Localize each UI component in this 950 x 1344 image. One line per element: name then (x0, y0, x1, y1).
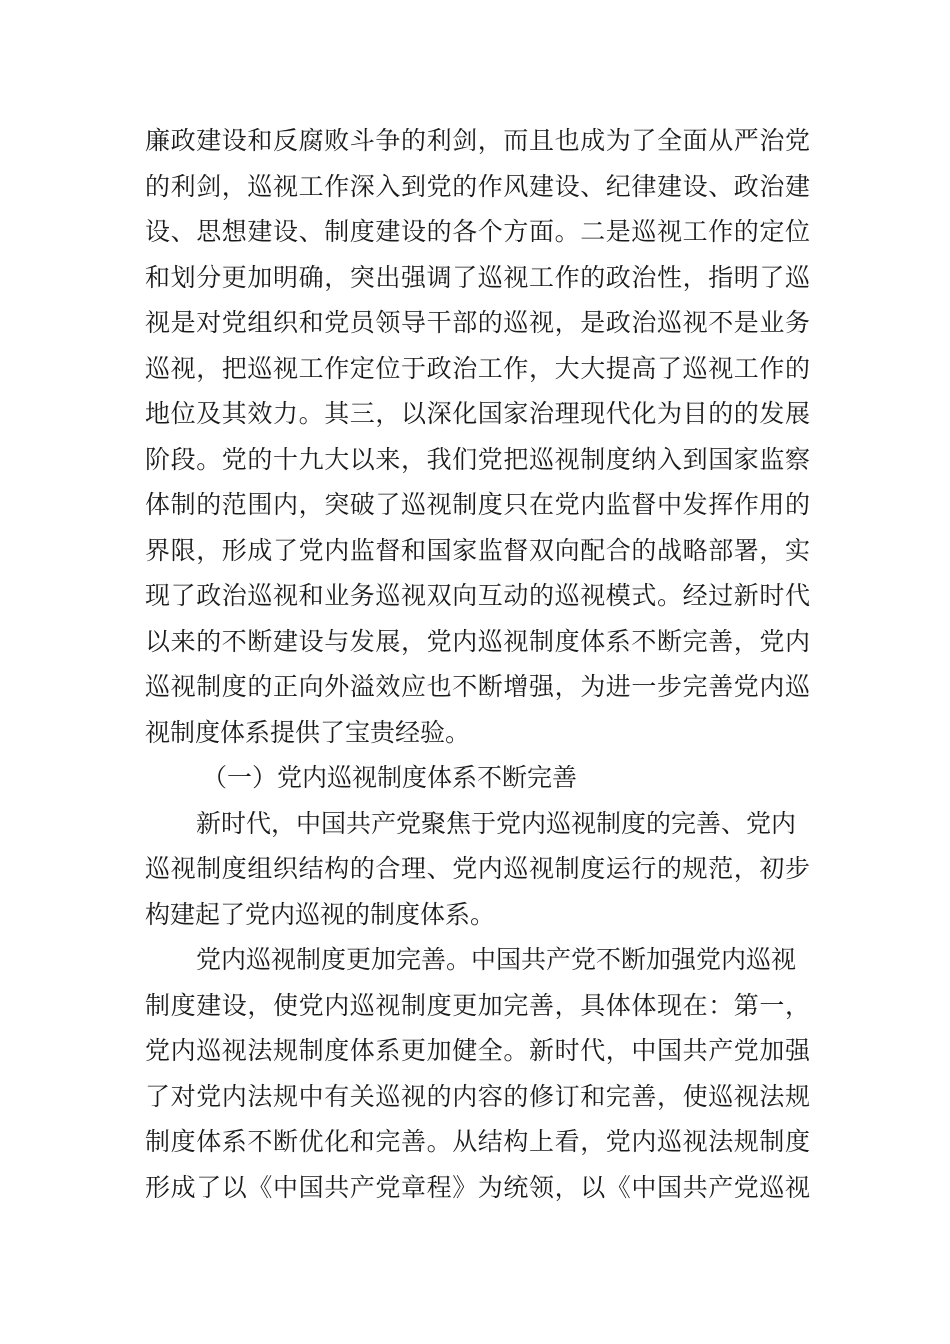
section-heading: （一）党内巡视制度体系不断完善 (202, 763, 578, 792)
text-line: 以来的不断建设与发展，党内巡视制度体系不断完善，党内 (145, 626, 810, 656)
text-line: 界限，形成了党内监督和国家监督双向配合的战略部署，实 (145, 535, 810, 565)
paragraph-3 (145, 937, 810, 1210)
text-line: 了对党内法规中有关巡视的内容的修订和完善，使巡视法规 (145, 1081, 810, 1111)
text-line: 新时代，中国共产党聚焦于党内巡视制度的完善、党内 (196, 808, 797, 838)
text-line: 设、思想建设、制度建设的各个方面。二是巡视工作的定位 (145, 217, 810, 246)
text-line: 廉政建设和反腐败斗争的利剑，而且也成为了全面从严治党 (145, 126, 810, 155)
text-line: 制度建设，使党内巡视制度更加完善，具体体现在：第一， (145, 990, 810, 1020)
text-line: 形成了以《中国共产党章程》为统领，以《中国共产党巡视 (145, 1172, 810, 1202)
text-line: 党内巡视法规制度体系更加健全。新时代，中国共产党加强 (145, 1036, 810, 1065)
text-line: 制度体系不断优化和完善。从结构上看，党内巡视法规制度 (145, 1127, 810, 1156)
paragraph-1 (145, 118, 810, 755)
text-line: 构建起了党内巡视的制度体系。 (145, 899, 496, 929)
text-line: 党内巡视制度更加完善。中国共产党不断加强党内巡视 (196, 945, 797, 974)
paragraph-2 (145, 801, 810, 938)
document-body (145, 118, 810, 1210)
text-line: 阶段。党的十九大以来，我们党把巡视制度纳入到国家监察 (145, 444, 810, 474)
text-line: 体制的范围内，突破了巡视制度只在党内监督中发挥作用的 (145, 490, 810, 519)
text-line: 巡视，把巡视工作定位于政治工作，大大提高了巡视工作的 (145, 353, 810, 383)
text-line: 地位及其效力。其三，以深化国家治理现代化为目的的发展 (145, 399, 810, 428)
text-line: 现了政治巡视和业务巡视双向互动的巡视模式。经过新时代 (145, 581, 810, 610)
text-line: 和划分更加明确，突出强调了巡视工作的政治性，指明了巡 (145, 262, 810, 292)
text-line: 视制度体系提供了宝贵经验。 (145, 717, 471, 747)
text-line: 视是对党组织和党员领导干部的巡视，是政治巡视不是业务 (145, 308, 810, 337)
text-line: 的利剑，巡视工作深入到党的作风建设、纪律建设、政治建 (145, 171, 810, 201)
text-line: 巡视制度组织结构的合理、党内巡视制度运行的规范，初步 (145, 854, 810, 883)
text-line: 巡视制度的正向外溢效应也不断增强，为进一步完善党内巡 (145, 672, 810, 701)
